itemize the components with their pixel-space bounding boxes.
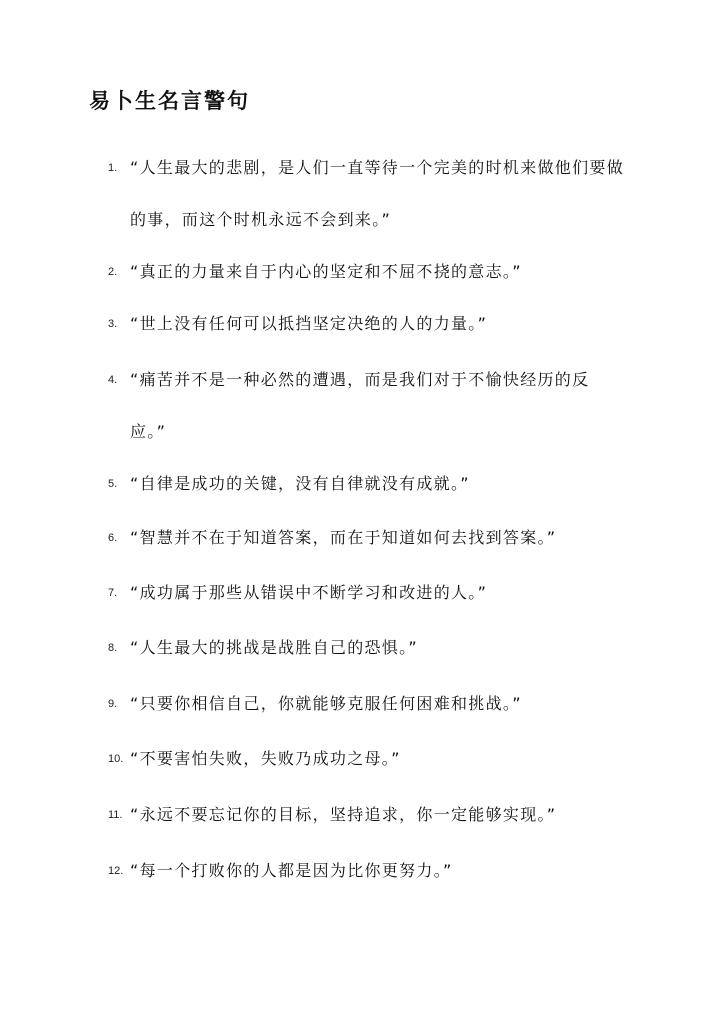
page-title: 易卜生名言警句 (89, 88, 250, 113)
list-number: 1. (108, 162, 118, 174)
list-number: 8. (108, 642, 118, 654)
quote-text: “只要你相信自己，你就能够克服任何困难和挑战。” (130, 694, 522, 713)
list-number: 5. (108, 478, 118, 490)
quote-text: “真正的力量来自于内心的坚定和不屈不挠的意志。” (130, 262, 522, 281)
list-number: 12. (108, 865, 124, 877)
quote-text: “自律是成功的关键，没有自律就没有成就。” (130, 474, 470, 493)
quote-text: “痛苦并不是一种必然的遭遇，而是我们对于不愉快经历的反应。” (130, 370, 590, 441)
quote-text: “成功属于那些从错误中不断学习和改进的人。” (130, 583, 488, 602)
quote-text: “世上没有任何可以抵挡坚定决绝的人的力量。” (130, 314, 488, 333)
list-number: 4. (108, 374, 118, 386)
list-number: 2. (108, 266, 118, 278)
list-number: 10. (108, 753, 124, 765)
quote-text: “永远不要忘记你的目标，坚持追求，你一定能够实现。” (130, 805, 557, 824)
list-number: 7. (108, 587, 118, 599)
quote-text: “人生最大的悲剧，是人们一直等待一个完美的时机来做他们要做的事，而这个时机永远不会到来。” (130, 158, 624, 229)
list-number: 3. (108, 318, 118, 330)
quote-text: “每一个打败你的人都是因为比你更努力。” (130, 861, 453, 880)
list-number: 11. (108, 809, 123, 821)
list-number: 6. (108, 532, 118, 544)
list-number: 9. (108, 698, 118, 710)
quote-text: “人生最大的挑战是战胜自己的恐惧。” (130, 638, 418, 657)
quote-text: “不要害怕失败，失败乃成功之母。” (130, 749, 401, 768)
quote-text: “智慧并不在于知道答案，而在于知道如何去找到答案。” (130, 528, 557, 547)
